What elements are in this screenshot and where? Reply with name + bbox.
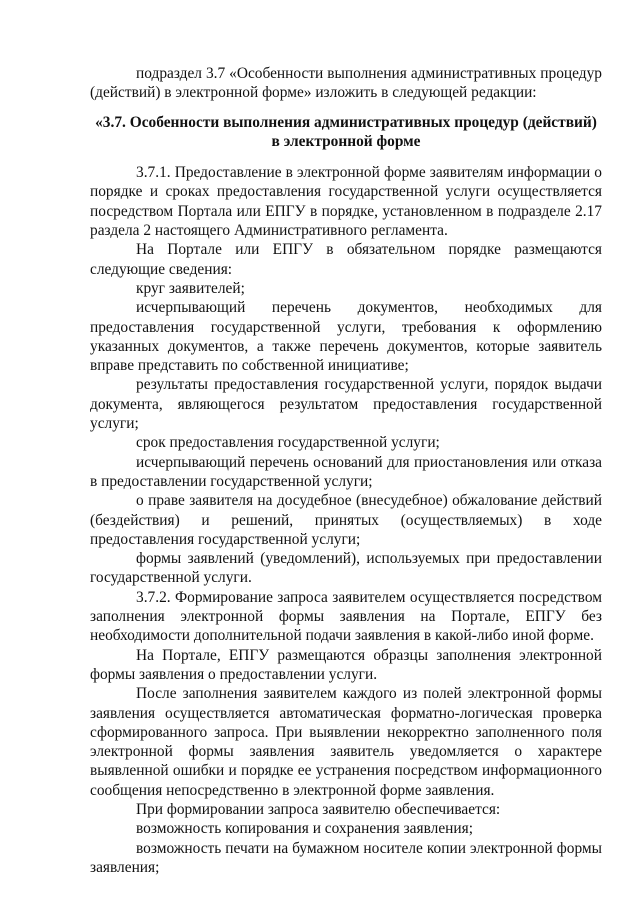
paragraph-validation: После заполнения заявителем каждого из полей электронной формы заявления осуществляется автоматическая форматно-логическая проверка сформированного запроса. При выявлении некорректно заполненного поля электронной формы заявления заявитель уведомляется о характере выявленной ошибки и порядке ее устранения посредством информационного сообщения непосредственно в электронной форме заявления. <box>90 685 602 799</box>
section-heading: «3.7. Особенности выполнения административных процедур (действий) в электронной форме <box>95 113 597 150</box>
intro-paragraph: подраздел 3.7 «Особенности выполнения административных процедур (действий) в электронной форме» изложить в следующей редакции: <box>90 65 602 102</box>
list-item-copy-save: возможность копирования и сохранения заявления; <box>136 820 473 838</box>
list-item-applicants: круг заявителей; <box>136 279 245 297</box>
list-item-documents: исчерпывающий перечень документов, необходимых для предоставления государственной услуги, требования к оформлению указанных документов, а также перечень документов, которые заявитель вправе представить по собственной инициативе; <box>90 299 602 375</box>
paragraph-portal-info: На Портале или ЕПГУ в обязательном порядке размещаются следующие сведения: <box>90 241 602 278</box>
paragraph-3-7-1: 3.7.1. Предоставление в электронной форме заявителям информации о порядке и сроках предоставления государственной услуги осуществляется посредством Портала или ЕПГУ в порядке, установленном в подразделе 2.17 раздела 2 настоящего Административного регламента. <box>90 164 602 240</box>
paragraph-3-7-2: 3.7.2. Формирование запроса заявителем осуществляется посредством заполнения электронной формы заявления на Портале, ЕПГУ без необходимости дополнительной подачи заявления в какой-либо иной форме. <box>90 588 602 645</box>
list-item-refusal-grounds: исчерпывающий перечень оснований для приостановления или отказа в предоставлении государственной услуги; <box>90 453 602 490</box>
paragraph-provided: При формировании запроса заявителю обеспечивается: <box>136 800 501 818</box>
list-item-appeal-right: о праве заявителя на досудебное (внесудебное) обжалование действий (бездействия) и решений, принятых (осуществляемых) в ходе предоставления государственной услуги; <box>90 492 602 548</box>
list-item-print: возможность печати на бумажном носителе копии электронной формы заявления; <box>90 839 602 876</box>
list-item-forms: формы заявлений (уведомлений), используемых при предоставлении государственной услуги. <box>90 550 602 587</box>
list-item-term: срок предоставления государственной услуги; <box>136 434 440 452</box>
paragraph-samples: На Портале, ЕПГУ размещаются образцы заполнения электронной формы заявления о предоставлении услуги. <box>90 646 602 683</box>
list-item-results: результаты предоставления государственной услуги, порядок выдачи документа, являющегося результатом предоставления государственной услуги; <box>90 376 602 433</box>
